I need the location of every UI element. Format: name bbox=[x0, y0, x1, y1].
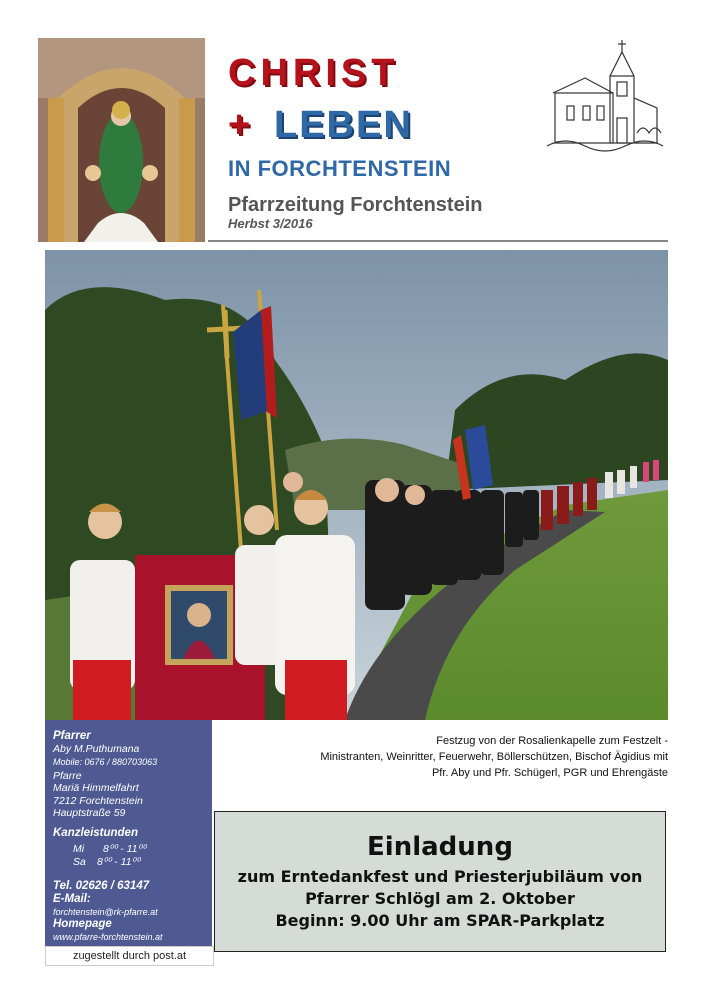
title-christ: CHRIST bbox=[228, 52, 400, 94]
pfarrer-label: Pfarrer bbox=[53, 730, 91, 742]
pfarre-name: Mariä Himmelfahrt bbox=[53, 782, 139, 794]
invitation-line-3: Beginn: 9.00 Uhr am SPAR-Parkplatz bbox=[275, 911, 605, 930]
phone-number: Tel. 02626 / 63147 bbox=[53, 880, 150, 892]
newsletter-subtitle: Pfarrzeitung Forchtenstein bbox=[228, 194, 483, 216]
caption-line-2: Ministranten, Weinritter, Feuerwehr, Böllerschützen, Bischof Ägidius mit bbox=[320, 751, 668, 763]
homepage-url[interactable]: www.pfarre-forchtenstein.at bbox=[53, 932, 163, 942]
hours-time-sat: 8⁰⁰ - 11⁰⁰ bbox=[97, 856, 140, 868]
issue-label: Herbst 3/2016 bbox=[228, 216, 313, 231]
mobile-number: Mobile: 0676 / 880703063 bbox=[53, 757, 158, 767]
invitation-box bbox=[214, 811, 666, 952]
email-address[interactable]: forchtenstein@rk-pfarre.at bbox=[53, 907, 158, 917]
caption-line-1: Festzug von der Rosalienkapelle zum Festzelt - bbox=[436, 735, 668, 747]
photo-caption bbox=[228, 733, 668, 781]
hours-time-wed: 8⁰⁰ - 11⁰⁰ bbox=[103, 843, 146, 855]
invitation-title: Einladung bbox=[367, 832, 513, 862]
title-in-forchtenstein: IN FORCHTENSTEIN bbox=[228, 156, 452, 181]
header-divider bbox=[208, 240, 668, 242]
title-plus: + bbox=[228, 104, 251, 146]
contact-box bbox=[45, 720, 212, 946]
address-street: Hauptstraße 59 bbox=[53, 807, 126, 819]
postal-note: zugestellt durch post.at bbox=[45, 946, 214, 966]
pfarre-label: Pfarre bbox=[53, 770, 82, 782]
hours-day-wed: Mi bbox=[73, 843, 85, 855]
procession-photo bbox=[45, 250, 668, 720]
invitation-line-1: zum Erntedankfest und Priesterjubiläum von bbox=[237, 867, 643, 886]
email-label: E-Mail: bbox=[53, 893, 91, 905]
hours-day-sat: Sa bbox=[73, 856, 86, 868]
invitation-line-2: Pfarrer Schlögl am 2. Oktober bbox=[305, 889, 575, 908]
church-sketch bbox=[545, 38, 665, 158]
pfarrer-name: Aby M.Puthumana bbox=[53, 743, 140, 755]
homepage-label: Homepage bbox=[53, 918, 112, 930]
office-hours-label: Kanzleistunden bbox=[53, 827, 138, 839]
title-leben: LEBEN bbox=[274, 104, 413, 146]
caption-line-3: Pfr. Aby und Pfr. Schügerl, PGR und Ehrengäste bbox=[431, 767, 668, 779]
altar-image bbox=[38, 38, 205, 242]
address-city: 7212 Forchtenstein bbox=[53, 795, 143, 807]
